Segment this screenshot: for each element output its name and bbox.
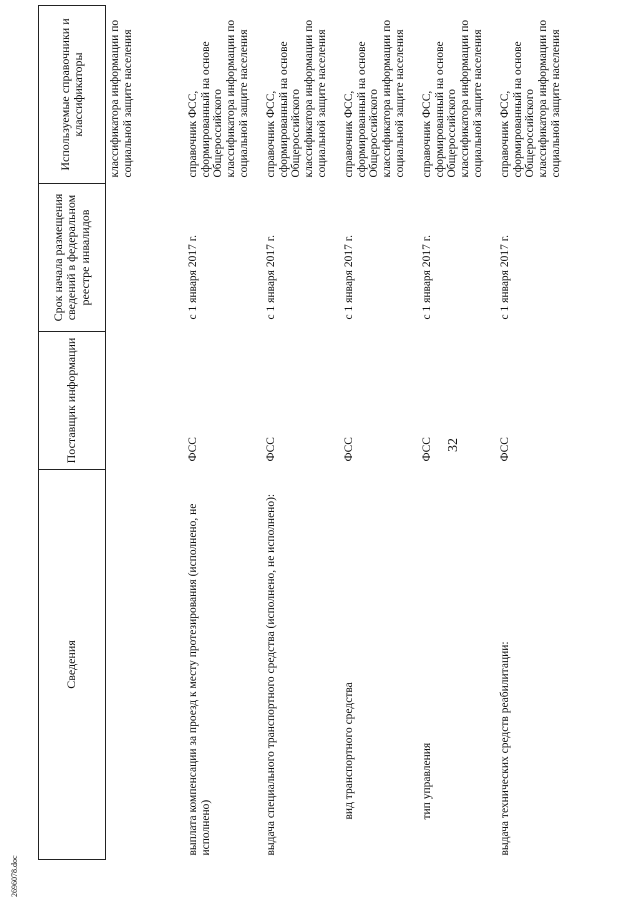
- cell-info: тип управления: [421, 742, 433, 820]
- table-row: [184, 6, 262, 860]
- table-row: [106, 6, 185, 860]
- cell-date: [106, 184, 185, 332]
- document-code: 2696078.doc: [10, 855, 19, 897]
- cell-reference: справочник ФСС, сформированный на основе Общероссийского классификатора информации по социальной защите населения: [187, 19, 250, 178]
- cell-date: с 1 января 2017 г.: [421, 234, 433, 320]
- cell-reference: справочник ФСС, сформированный на основе Общероссийского классификатора информации по социальной защите населения: [265, 19, 328, 178]
- cell-provider: ФСС: [499, 437, 511, 462]
- cell-provider: ФСС: [421, 437, 433, 462]
- cell-info: [106, 470, 185, 860]
- header-start-date: Срок начала размещения сведений в федеральном реестре инвалидов: [39, 184, 106, 332]
- table-row: [262, 6, 340, 860]
- header-references: Используемые справочники и классификаторы: [39, 6, 106, 184]
- page-number: 32: [446, 438, 461, 452]
- cell-provider: [106, 332, 185, 470]
- cell-provider: ФСС: [265, 437, 277, 462]
- cell-info: выдача специального транспортного средства (исполнено, не исполнено):: [265, 493, 277, 856]
- cell-reference: справочник ФСС, сформированный на основе Общероссийского классификатора информации по социальной защите населения: [421, 19, 484, 178]
- header-info: Сведения: [39, 470, 106, 860]
- cell-date: с 1 января 2017 г.: [499, 234, 511, 320]
- table-header-row: [39, 6, 106, 860]
- cell-reference: справочник ФСС, сформированный на основе Общероссийского классификатора информации по социальной защите населения: [499, 19, 562, 178]
- registry-table: [38, 5, 574, 860]
- table-row: [418, 6, 496, 860]
- cell-reference: справочник ФСС, сформированный на основе Общероссийского классификатора информации по социальной защите населения: [343, 19, 406, 178]
- cell-reference: классификатора информации по социальной защите населения: [109, 19, 134, 178]
- cell-date: с 1 января 2017 г.: [265, 234, 277, 320]
- cell-date: с 1 января 2017 г.: [187, 234, 199, 320]
- table-row: [496, 6, 574, 860]
- cell-provider: ФСС: [187, 437, 199, 462]
- table-row: [340, 6, 418, 860]
- cell-provider: ФСС: [343, 437, 355, 462]
- cell-info: выдача технических средств реабилитации:: [499, 641, 511, 856]
- cell-date: с 1 января 2017 г.: [343, 234, 355, 320]
- header-provider: Поставщик информации: [39, 332, 106, 470]
- cell-info: выплата компенсации за проезд к месту протезирования (исполнено, не исполнено): [187, 503, 212, 856]
- cell-info: вид транспортного средства: [343, 682, 355, 820]
